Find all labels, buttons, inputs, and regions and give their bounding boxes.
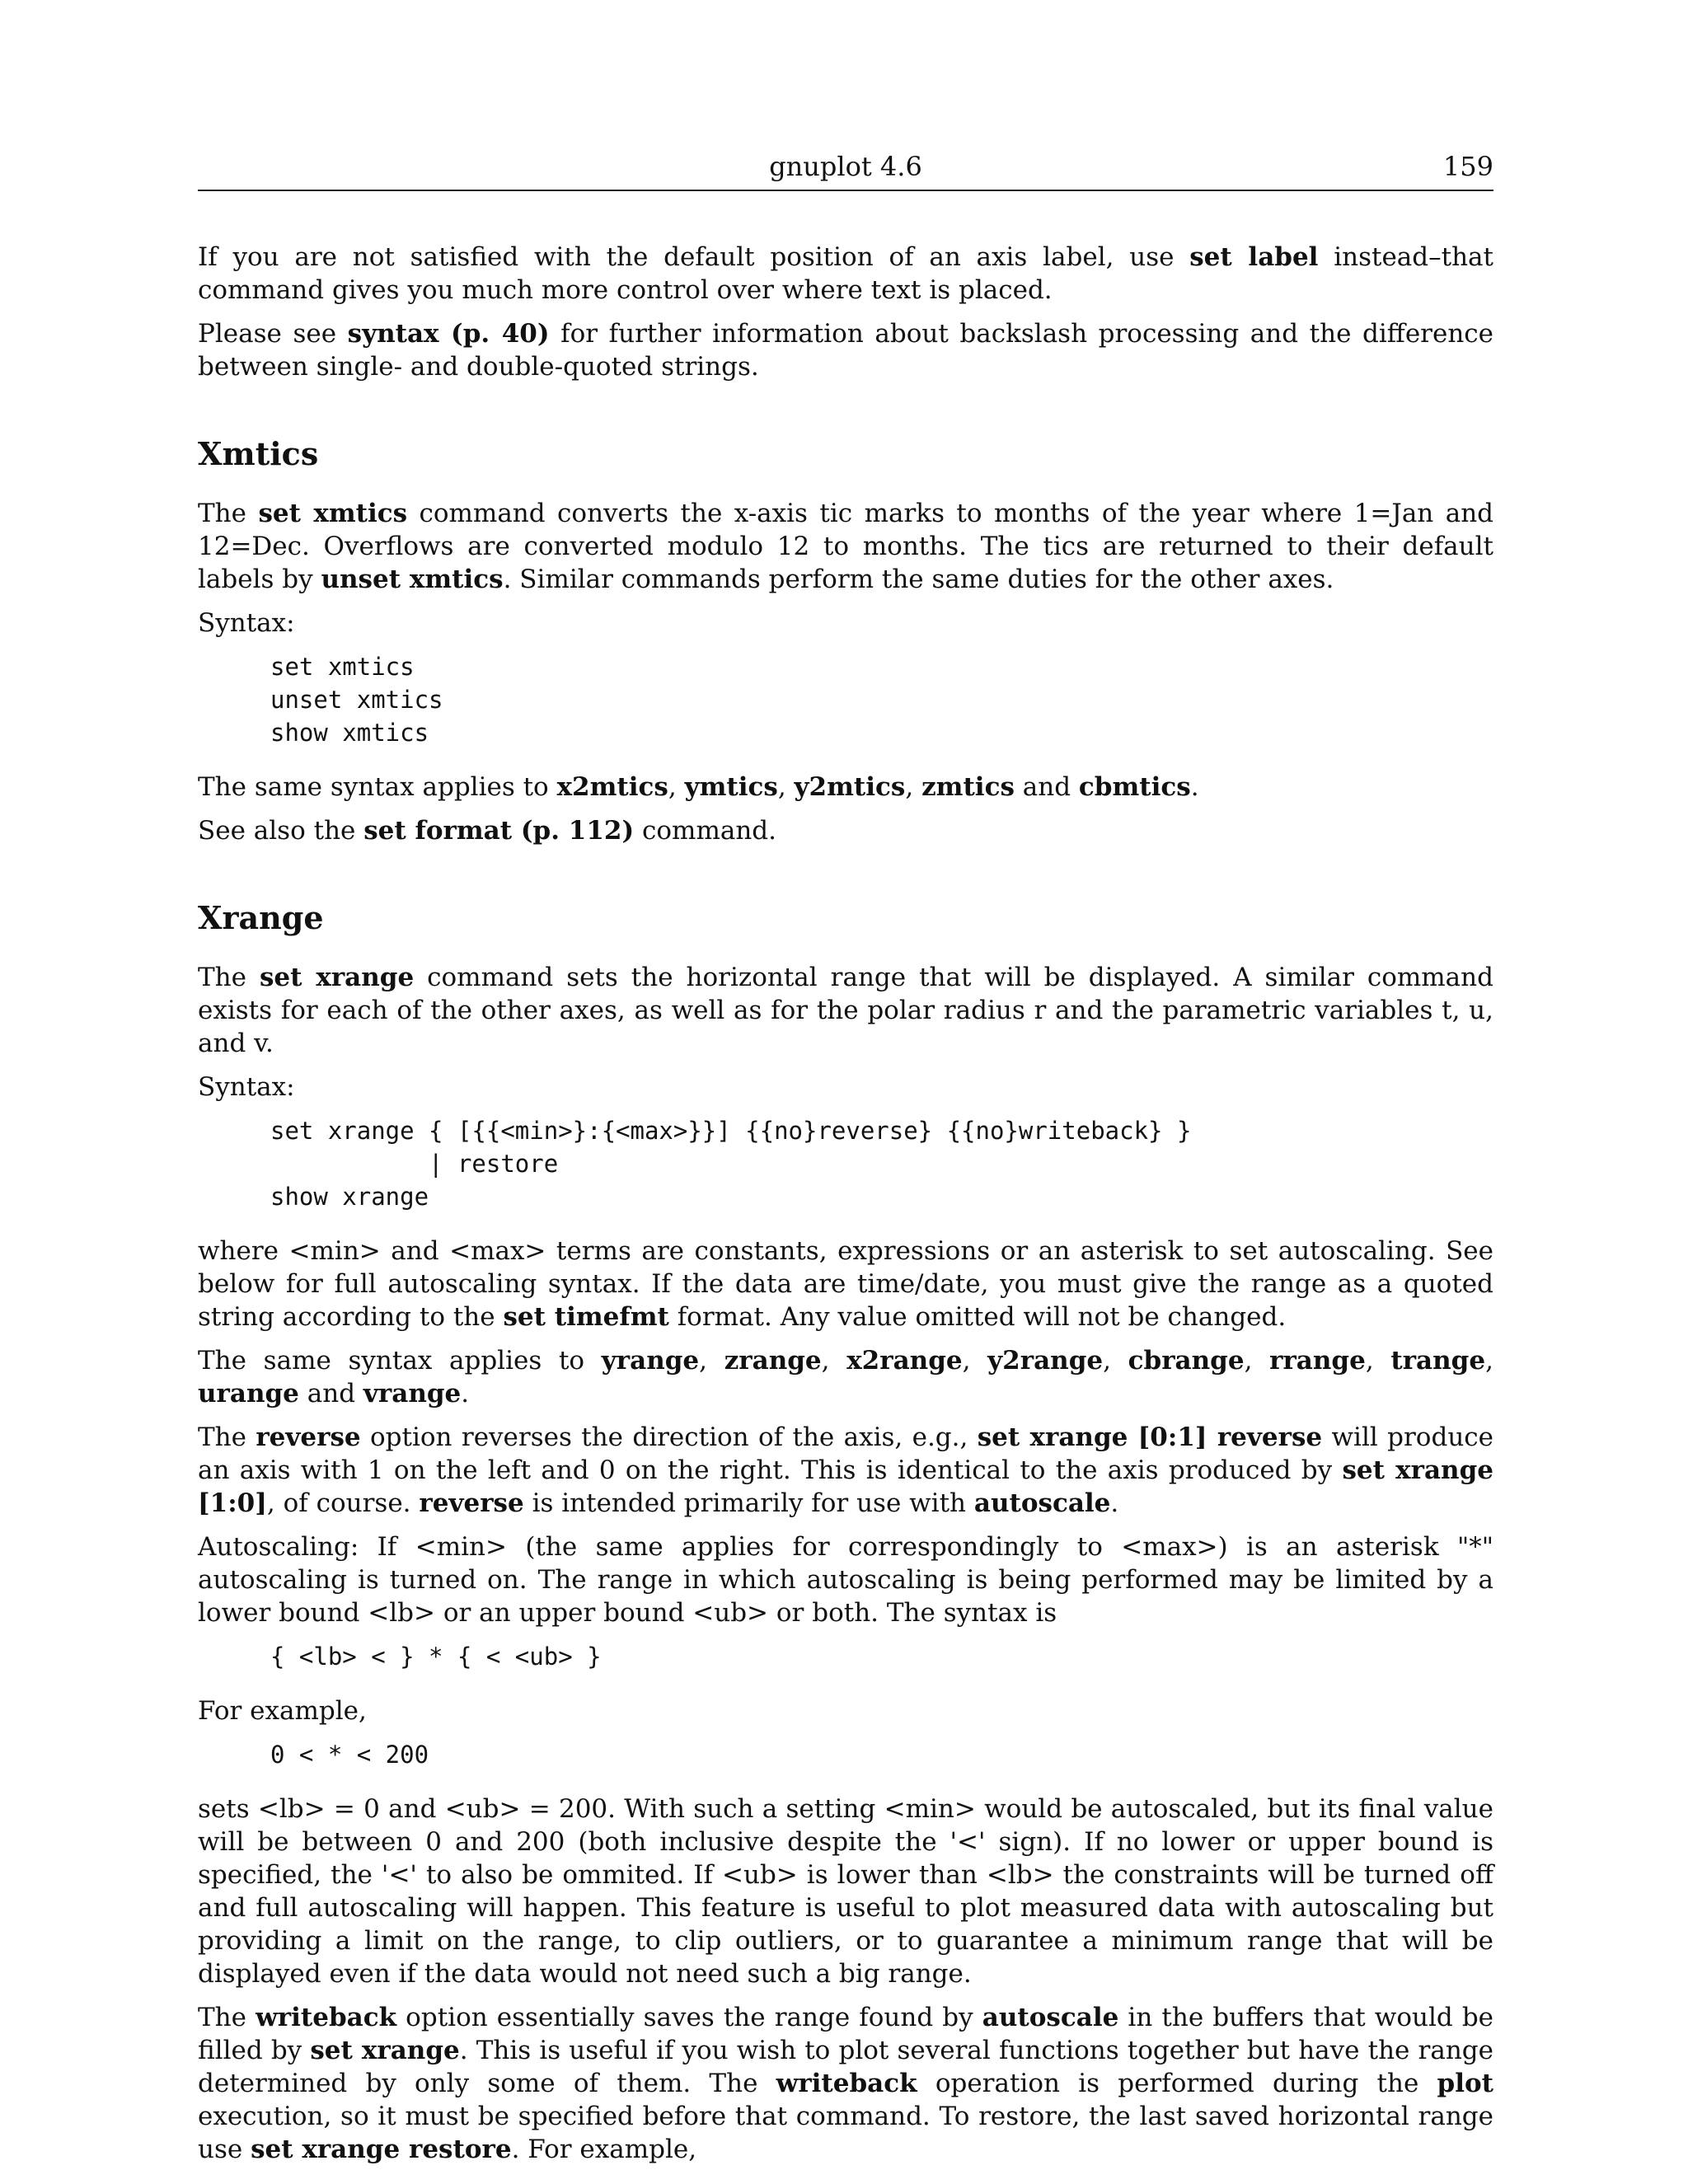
paragraph-xrange-writeback [198, 2001, 1493, 2166]
text-run: is intended primarily for use with [523, 1488, 974, 1518]
text-run: The [198, 963, 260, 992]
bold-term: ymtics [684, 772, 778, 802]
text-run: , [1365, 1346, 1391, 1376]
bold-term: set timefmt [503, 1302, 669, 1332]
bold-term: urange [198, 1379, 299, 1408]
section-heading-xrange: Xrange [198, 899, 324, 936]
paragraph-autoscale-explanation [198, 1793, 1493, 1990]
text-run: and [298, 1379, 363, 1408]
text-run: in the buffers that would be filled by [198, 2003, 1494, 2065]
text-run: option essentially saves the range found by [396, 2003, 982, 2032]
document-page [198, 148, 1493, 2177]
text-run: . This is useful if you wish to plot several functions together but have the range determined by only some of them. The [198, 2036, 1493, 2098]
bold-term: set xmtics [258, 499, 408, 528]
paragraph-for-example [198, 1694, 1493, 1727]
paragraph-xrange-applies [198, 1344, 1493, 1410]
bold-term: set format (p. 112) [363, 816, 635, 846]
code-block-xmtics-syntax: set xmtics unset xmtics show xmtics [270, 653, 443, 747]
bold-term: autoscale [982, 2003, 1119, 2032]
text-run: Syntax: [198, 608, 295, 638]
bold-term: vrange [363, 1379, 462, 1408]
text-run: where <min> and <max> terms are constants, expressions or an asterisk to set autoscaling. See below for full autoscaling syntax. If the data are time/date, you must give the range as a quoted string according to the [198, 1236, 1493, 1332]
text-run: See also the [198, 816, 364, 846]
text-run: , [777, 772, 795, 802]
text-run: Please see [198, 319, 348, 349]
bold-term: x2mtics [556, 772, 668, 802]
syntax-label [198, 1071, 1493, 1104]
bold-term: unset xmtics [321, 565, 504, 594]
text-run: , [1244, 1346, 1270, 1376]
text-run: The [198, 2003, 256, 2032]
running-header [198, 148, 1493, 191]
bold-term: reverse [419, 1488, 524, 1518]
bold-term: writeback [256, 2003, 397, 2032]
text-run: sets <lb> = 0 and <ub> = 200. With such a setting <min> would be autoscaled, but its final value will be between 0 and 200 (both inclusive despite the '<' sign). If no lower or upper bound is specified, the '<' to also be ommited. If <ub> is lower than <lb> the constraints will be turned off and full autoscaling will happen. This feature is useful to plot measured data with autoscaling but providing a limit on the range, to clip outliers, or to guarantee a minimum range that will be displayed even if the data would not need such a big range. [198, 1794, 1493, 1989]
bold-term: set xrange [0:1] reverse [977, 1422, 1323, 1452]
paragraph-axis-label-note [198, 241, 1493, 307]
syntax-label [198, 607, 1493, 640]
text-run: command converts the x-axis tic marks to months of the year where 1=Jan and 12=Dec. Overflows are converted modulo 12 to months. The tics are returned to their default labels by [198, 499, 1494, 594]
bold-term: autoscale [973, 1488, 1111, 1518]
text-run: For example, [198, 1696, 367, 1726]
text-run: operation is performed during the [917, 2069, 1437, 2098]
text-run: and [1014, 772, 1079, 802]
text-run: , [905, 772, 922, 802]
code-block-xrange-syntax: set xrange { [{{<min>}:{<max>}}] {{no}reverse} {{no}writeback} } | restore show xrange [270, 1117, 1192, 1211]
text-run: , [699, 1346, 724, 1376]
bold-term: writeback [776, 2069, 917, 2098]
text-run: , [1485, 1346, 1493, 1376]
text-run: , [668, 772, 685, 802]
text-run: The [198, 1422, 256, 1452]
text-run: execution, so it must be specified before that command. To restore, the last saved horizontal range use [198, 2102, 1493, 2164]
text-run: The same syntax applies to [198, 1346, 602, 1376]
paragraph-xmtics-see-also [198, 814, 1493, 847]
text-run: Autoscaling: If <min> (the same applies for correspondingly to <max>) is an asterisk "*" autoscaling is turned on. The range in which autoscaling is being performed may be limited by a lower bound <lb> or an upper bound <ub> or both. The syntax is [198, 1532, 1493, 1628]
paragraph-xmtics-applies [198, 771, 1493, 804]
text-run: The same syntax applies to [198, 772, 557, 802]
text-run: format. Any value omitted will not be changed. [668, 1302, 1287, 1332]
bold-term: rrange [1269, 1346, 1366, 1376]
paragraph-xrange-min-max [198, 1235, 1493, 1333]
text-run: . [1190, 772, 1199, 802]
bold-term: trange [1390, 1346, 1486, 1376]
header-title: gnuplot 4.6 [769, 151, 922, 182]
bold-term: x2range [846, 1346, 963, 1376]
bold-term: set label [1189, 242, 1319, 272]
bold-term: plot [1437, 2069, 1493, 2098]
text-run: command sets the horizontal range that will be displayed. A similar command exists for each of the other axes, as well as for the polar radius r and the parametric variables t, u, and v. [198, 963, 1493, 1058]
paragraph-xrange-description [198, 961, 1493, 1060]
section-heading-xmtics: Xmtics [198, 435, 319, 472]
bold-term: cbmtics [1078, 772, 1191, 802]
bold-term: y2range [987, 1346, 1104, 1376]
bold-term: y2mtics [794, 772, 906, 802]
text-run: . For example, [511, 2135, 697, 2164]
text-run: The [198, 499, 259, 528]
paragraph-xmtics-description [198, 497, 1493, 596]
bold-term: cbrange [1128, 1346, 1245, 1376]
code-block-autoscale-example: 0 < * < 200 [270, 1741, 429, 1769]
text-run: for further information about backslash processing and the difference between single- and double-quoted strings. [198, 319, 1493, 382]
text-run: , of course. [266, 1488, 420, 1518]
text-run: . [1110, 1488, 1119, 1518]
paragraph-xrange-reverse [198, 1421, 1493, 1520]
page-number: 159 [1442, 151, 1493, 182]
text-run: option reverses the direction of the axis, e.g., [360, 1422, 978, 1452]
bold-term: reverse [256, 1422, 361, 1452]
text-run: , [821, 1346, 847, 1376]
bold-term: zmtics [921, 772, 1015, 802]
bold-term: set xrange restore [251, 2135, 512, 2164]
text-run: instead–that command gives you much more control over where text is placed. [198, 242, 1493, 305]
text-run: will produce an axis with 1 on the left and 0 on the right. This is identical to the axis produced by [198, 1422, 1493, 1485]
text-run: command. [634, 816, 776, 846]
code-block-autoscale-syntax: { <lb> < } * { < <ub> } [270, 1643, 602, 1671]
bold-term: yrange [601, 1346, 700, 1376]
paragraph-syntax-reference [198, 317, 1493, 383]
bold-term: set xrange [1:0] [198, 1455, 1493, 1518]
bold-term: set xrange [310, 2036, 460, 2065]
bold-term: zrange [724, 1346, 822, 1376]
bold-term: set xrange [259, 963, 415, 992]
bold-term: syntax (p. 40) [347, 319, 550, 349]
text-run: . Similar commands perform the same duties for the other axes. [503, 565, 1334, 594]
text-run: , [1103, 1346, 1128, 1376]
paragraph-xrange-autoscaling [198, 1530, 1493, 1629]
text-run: Syntax: [198, 1072, 295, 1102]
text-run: . [461, 1379, 470, 1408]
text-run: , [962, 1346, 988, 1376]
text-run: If you are not satisfied with the default position of an axis label, use [198, 242, 1190, 272]
